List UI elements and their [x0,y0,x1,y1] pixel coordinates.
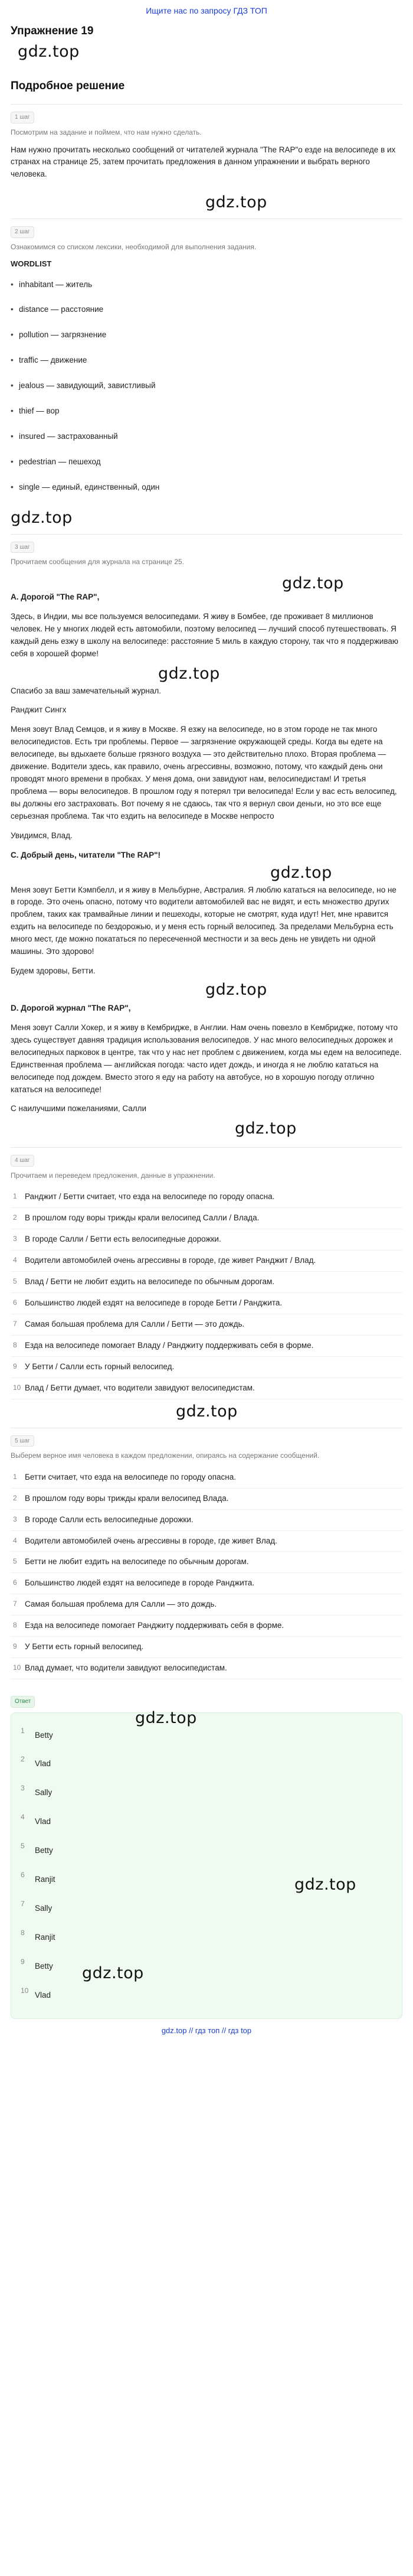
answer-item: Vlad [35,1817,51,1826]
word-item: • insured — застрахованный [11,427,402,447]
watermark: gdz.top [205,193,267,212]
letter-text: Меня зовут Салли Хокер, и я живу в Кембридже, в Англии. Нам очень повезло в Кембридже, потому что здесь существует давняя традиция использования велосипедов. У нас много велосипедных дорожек и велосипедных парковок в центре, так что у нас нет проблем с движением, когда мы едем на велосипеде. Единственная проблема — английская погода: часто идет дождь, и иногда я не люблю кататься на велосипеде под дождем. Вместо этого я еду на работу на автобусе, но в хорошую погоду отлично кататься на велосипеде! [11,1022,402,1094]
word-item: • single — единый, единственный, один [11,478,402,497]
sentences-list [11,1187,402,1399]
step-description: Прочитаем сообщения для журнала на странице 25. [11,558,184,566]
watermark-row [11,863,402,884]
letter-text: Спасибо за ваш замечательный журнал. [11,686,162,695]
step-5 [11,1428,402,1679]
watermark: gdz.top [235,1119,297,1138]
step-badge: 5 шаг [11,1435,34,1447]
step-badge: 1 шаг [11,112,34,123]
letter-text: C. Добрый день, читатели "The RAP"! [11,850,161,859]
answer-item: Betty [35,1846,53,1855]
answer-item: Vlad [35,1759,51,1769]
list-item: В городе Салли / Бетти есть велосипедные дорожки. [11,1229,402,1250]
watermark: gdz.top [11,508,73,527]
letter-text: Ранджит Сингх [11,705,67,715]
watermark-row [11,574,402,591]
list-item: Самая большая проблема для Салли / Бетти — это дождь. [11,1314,402,1336]
list-item: Ранджит / Бетти считает, что езда на велосипеде по городу опасна. [11,1187,402,1208]
list-item: В прошлом году воры трижды крали велосипед Влада. [11,1489,402,1510]
word-item: • jealous — завидующий, завистливый [11,376,402,396]
watermark: gdz.top [158,664,220,683]
watermark: gdz.top [176,1402,238,1421]
step-1 [11,104,402,181]
top-search-link[interactable]: Ищите нас по запросу ГДЗ ТОП [146,6,267,15]
exercise-title: Упражнение 19 [11,24,94,37]
answer-item: Betty [35,1961,53,1971]
answer-item: Ranjit [35,1932,55,1942]
bottom-watermark: gdz.top // гдз топ // гдз top [161,2025,252,2035]
step-badge: 4 шаг [11,1155,34,1167]
list-item: Бетти считает, что езда на велосипеде по городу опасна. [11,1467,402,1489]
solution-title: Подробное решение [11,79,125,92]
letter-text: Меня зовут Влад Семцов, и я живу в Москве. Я езжу на велосипеде, но в этом городе не так много велосипедистов. Есть три проблемы. Первое — загрязнение окружающей среды. Когда вы едете на велосипеде, вы вдыхаете больше грязного воздуха — это действительно плохо. Вторая проблема — движение. Водители здесь, как правило, очень агрессивны, возможно, потому, что каждый день они проводят много времени в пробках. У меня дома, они завидуют нам, велосипедистам! И третья проблема — воры велосипедов. В прошлом году я потерял три велосипеда! Если у вас есть велосипед, вы должны его застраховать. Вот почему я не сдаюсь, так что я вернул свои деньги, но это все еще серьезная проблема. Так что ездить на велосипеде в Москве непросто [11,725,397,820]
list-item: Бетти не любит ездить на велосипеде по обычным дорогам. [11,1552,402,1573]
step-text: Нам нужно прочитать несколько сообщений от читателей журнала "The RAP"о езде на велосипеде в их странах на странице 25, затем прочитать предложения в данном упражнении и выбрать верного человека. [11,145,396,179]
word-item: • thief — вор [11,402,402,421]
list-item: Большинство людей ездят на велосипеде в городе Ранджита. [11,1573,402,1594]
step-badge: 3 шаг [11,542,34,553]
watermark-row [11,664,402,685]
word-item: • pollution — загрязнение [11,325,402,345]
letter-text: Меня зовут Бетти Кэмпбелл, и я живу в Мельбурне, Австралия. Я люблю кататься на велосипеде, но не в городе. Это очень опасно, потому что водители автомобилей вас не видят, и есть множество других проблем, таких как трамвайные линии и пешеходы, которые не смотрят, куда идут! Нет, мне нравится ездить на велосипеде по бездорожью, и у меня есть горный велосипед. За пределами Мельбурна есть много мест, где можно покататься по пересеченной местности и за весь день не увидеть ни одной машины. Это здорово! [11,885,396,956]
step-badge: 2 шаг [11,226,34,238]
list-item: Большинство людей ездят на велосипеде в городе Бетти / Ранджита. [11,1293,402,1314]
list-item: У Бетти / Салли есть горный велосипед. [11,1357,402,1378]
answer-box [11,1708,402,2019]
wordlist [11,275,402,497]
watermark: gdz.top [18,43,80,61]
watermark: gdz.top [205,981,267,999]
word-item: • pedestrian — пешеход [11,452,402,472]
word-item: • distance — расстояние [11,300,402,320]
list-item: В городе Салли есть велосипедные дорожки. [11,1510,402,1531]
wordlist-title: WORDLIST [11,259,52,269]
list-item: Езда на велосипеде помогает Владу / Ранджиту поддерживать себя в форме. [11,1336,402,1357]
step-description: Ознакомимся со списком лексики, необходимой для выполнения задания. [11,242,257,251]
list-item: Водители автомобилей очень агрессивны в городе, где живет Ранджит / Влад. [11,1250,402,1272]
step-description: Выберем верное имя человека в каждом предложении, опираясь на содержание сообщений. [11,1451,320,1460]
letter-text: A. Дорогой "The RAP", [11,592,100,601]
answer-list [18,1721,395,2010]
list-item: Самая большая проблема для Салли — это дождь. [11,1594,402,1616]
answers-list [11,1467,402,1679]
letter-text: Здесь, в Индии, мы все пользуемся велосипедами. Я живу в Бомбее, где проживает 8 миллионов человек. Не у многих людей есть автомобили, поэтому велосипед — лучший способ путешествовать. Я каждый день езжу в школу на велосипеде: расстояние 5 миль в каждую сторону, так что я поддерживаю себя в хорошей форме! [11,611,399,658]
list-item: В прошлом году воры трижды крали велосипед Салли / Влада. [11,1208,402,1229]
watermark: gdz.top [282,574,344,592]
watermark-row [11,981,402,1002]
answer-item: Ranjit [35,1875,55,1884]
letter-text: D. Дорогой журнал "The RAP", [11,1004,131,1013]
letter-text: С наилучшими пожеланиями, Салли [11,1104,147,1113]
word-item: • inhabitant — житель [11,275,402,295]
list-item: У Бетти есть горный велосипед. [11,1637,402,1658]
step-description: Прочитаем и переведем предложения, данные в упражнении. [11,1171,215,1180]
watermark: gdz.top [82,1963,144,1982]
watermark: gdz.top [294,1875,356,1894]
watermark: gdz.top [270,863,332,882]
page-content [0,22,413,2041]
answer-section [11,1689,402,2019]
answer-label: Ответ [11,1696,35,1708]
word-item: • traffic — движение [11,351,402,370]
watermark: gdz.top [135,1708,197,1727]
list-item: Езда на велосипеде помогает Ранджиту поддерживать себя в форме. [11,1616,402,1637]
letter-text: Увидимся, Влад. [11,831,73,840]
step-description: Посмотрим на задание и поймем, что нам нужно сделать. [11,128,202,136]
watermark-row [11,1399,402,1423]
watermark-row [11,503,402,529]
answer-item: Betty [35,1730,53,1740]
answer-item: Vlad [35,1990,51,1999]
watermark-row [11,188,402,214]
letter-text: Будем здоровы, Бетти. [11,966,96,976]
list-item: Влад / Бетти думает, что водители завидуют велосипедистам. [11,1378,402,1399]
watermark-row [11,1119,402,1142]
list-item: Влад / Бетти не любит ездить на велосипеде по обычным дорогам. [11,1272,402,1293]
step-2 [11,219,402,497]
list-item: Влад думает, что водители завидуют велосипедистам. [11,1658,402,1679]
answer-item: Sally [35,1788,53,1797]
answer-item: Sally [35,1904,53,1913]
step-4 [11,1147,402,1399]
list-item: Водители автомобилей очень агрессивны в городе, где живет Влад. [11,1531,402,1552]
step-3 [11,534,402,1116]
